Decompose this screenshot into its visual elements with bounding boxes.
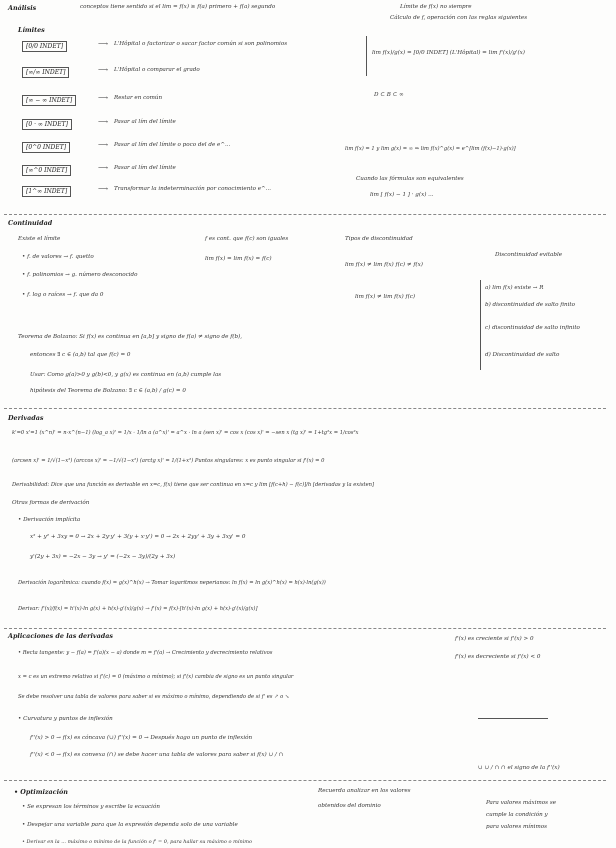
limit-box-7: [1^∞ INDET] [22, 186, 71, 197]
section-divider [4, 780, 606, 781]
continuity-col3-2: lim f(x) ≠ lim f(x) f(c) [355, 294, 416, 300]
decreasing-rule: f'(x) es decreciente si f'(x) < 0 [455, 654, 541, 660]
limit-text-6: Pasar al lím del límite [114, 165, 176, 171]
section-divider [4, 214, 606, 215]
limit-box-2: [∞/∞ INDET] [22, 67, 69, 78]
section-divider [4, 408, 606, 409]
arrow-icon: ⟶ [98, 40, 109, 48]
tangent-line: • Recta tangente: y − f(a) = f'(a)(x − a) donde m = f'(a) → Crecimiento y decrecimiento relativos [18, 650, 273, 656]
continuity-col3-1: lim f(x) ≠ lim f(x) f(c) ≠ f(x) [345, 262, 423, 268]
limit-text-1: L'Hôpital o factorizar o sacar factor común si son polinomios [114, 41, 288, 47]
continuity-col3-0: Tipos de discontinuidad [345, 236, 413, 242]
limit-text-7: Transformar la indeterminación por conocimiento e^... [114, 186, 272, 192]
limit-formula-inclusion: D ⊂ B ⊂ ∞ [374, 92, 404, 98]
section-heading-derivatives: Derivadas [8, 414, 44, 422]
bolzano-conclusion: entonces ∃ c ∈ (a,b) tal que f(c) = 0 [30, 352, 131, 358]
limit-formula-note: Cuando las fórmulas son equivalentes [356, 176, 464, 182]
section-divider [4, 628, 606, 629]
arrow-icon: ⟶ [98, 185, 109, 193]
limit-box-6: [∞^0 INDET] [22, 165, 71, 176]
optimization-right-note-2: cumple la condición y [486, 812, 548, 818]
increasing-rule: f'(x) es creciente si f'(x) > 0 [455, 636, 534, 642]
continuity-col1-2: • f. polinomios → g. número desconocido [22, 272, 138, 278]
optimization-step-2: • Despejar una variable para que la expresión dependa solo de una variable [22, 822, 238, 828]
limit-formula-one-infinity: lim f(x) = 1 y lim g(x) = ∞ ⇒ lim f(x)^g(x) = e^[lim (f(x)−1)·g(x)] [345, 146, 516, 152]
limit-text-4: Pasar al lím del límite [114, 119, 176, 125]
continuity-side-note-3: c) discontinuidad de salto infinito [485, 325, 580, 331]
limit-formula-result: lim [ f(x) − 1 ] · g(x) ... [370, 192, 434, 198]
limit-text-5: Pasar al lím del límite o poco del de e^... [114, 142, 231, 148]
continuity-side-note-1: a) lim f(x) existe → R [485, 285, 544, 291]
bolzano-usage-2: hipótesis del Teorema de Bolzano: ∃ c ∈ (a,b) / g(c) = 0 [30, 388, 186, 394]
bolzano-usage: Usar: Como g(a)>0 y g(b)<0, y g(x) es continua en (a,b) cumple las [30, 372, 222, 378]
continuity-side-note-0: Discontinuidad evitable [495, 252, 563, 258]
optimization-step-1: • Se expresan los términos y escribe la ecuación [22, 804, 160, 810]
optimization-right-note-3: para valores mínimos [486, 824, 548, 830]
derivative-rules-2: (arcsen x)' = 1/√(1−x²) (arccos x)' = −1/√(1−x²) (arctg x)' = 1/(1+x²) Puntos singulares: x es punto singular si f'(x) = 0 [12, 458, 325, 464]
curvature-convex: f''(x) < 0 → f(x) es convexa (∩) se debe hacer una tabla de valores para saber si f(x) ∪ / ∩ [30, 752, 284, 758]
continuity-col2-0: f es cont. que f(c) son iguales [205, 236, 289, 242]
limit-formula-lhopital: lim f(x)/g(x) = [0/0 INDET] (L'Hôpital) = lim f'(x)/g'(x) [372, 50, 525, 56]
implicit-derivation-1: x² + y² + 3xy = 0 → 2x + 2y·y' + 3(y + x·y') = 0 → 2x + 2yy' + 3y + 3xy' = 0 [30, 534, 246, 540]
curvature-note: ∪ ∪ / ∩ ∩ el signo de la f''(x) [478, 765, 560, 771]
section-heading-limits: Límites [18, 26, 45, 34]
header-top-line: conceptos tiene sentido si el lim = f(x) ≥ f(a) primero + f(a) segundo [80, 4, 276, 10]
arrow-icon: ⟶ [98, 164, 109, 172]
bolzano-theorem: Teorema de Bolzano: Si f(x) es continua en [a,b] y signo de f(a) ≠ signo de f(b), [18, 334, 243, 340]
logarithmic-derivation-2: Derivar: f'(x)/f(x) = h'(x)·ln g(x) + h(x)·g'(x)/g(x) → f'(x) = f(x)·[h'(x)·ln g(x) + h(x)·g'(x)/g(x)] [18, 606, 258, 612]
arrow-icon: ⟶ [98, 118, 109, 126]
optimization-middle-note-1: Recuerda analizar en los valores [318, 788, 411, 794]
implicit-derivation-2: y'(2y + 3x) = −2x − 3y → y' = (−2x − 3y)/(2y + 3x) [30, 554, 176, 560]
brace-line [366, 36, 367, 76]
optimization-step-3: • Derivar en la ... máximo o mínimo de la función o f' = 0, para hallar su máximo o mínimo [22, 839, 253, 845]
extremum-table: Se debe resolver una tabla de valores para saber si es máximo o mínimo, dependiendo de si f' es ↗ o ↘ [18, 694, 290, 700]
limit-text-2: L'Hôpital o comparar el grado [114, 67, 200, 73]
derivability-definition: Derivabilidad: Dice que una función es derivable en x=c, f(x) tiene que ser continua en x=c y lim [f(c+h) − f(c)]/h [derivadas y la existen] [12, 482, 375, 488]
page-title: Análisis [8, 4, 37, 12]
arrow-icon: ⟶ [98, 94, 109, 102]
extremum-rule: x = c es un extremo relativo si f'(c) = 0 (máximo o mínimo); si f'(x) cambia de signo es un punto singular [18, 674, 294, 680]
header-right-note-2: Cálculo de f, operación con las reglas siguientes [390, 15, 528, 21]
continuity-col2-1: lim f(x) = lim f(x) = f(c) [205, 256, 272, 262]
limit-box-5: [0^0 INDET] [22, 142, 70, 153]
continuity-side-note-2: b) discontinuidad de salto finito [485, 302, 575, 308]
section-heading-optimization: • Optimización [14, 788, 68, 796]
derivative-rules-1: k'=0 x'=1 (x^n)' = n·x^(n−1) (log_a x)' = 1/x · 1/ln a (a^x)' = a^x · ln a (sen x)' = cos x (cos x)' = −sen x (tg x)' = 1+tg²x = 1/cos²x [12, 430, 359, 436]
optimization-middle-note-2: obtenidos del dominio [318, 803, 381, 809]
section-heading-applications: Aplicaciones de las derivadas [8, 632, 113, 640]
note-underline [478, 718, 548, 719]
continuity-col1-3: • f. log o raíces → f. que da 0 [22, 292, 104, 298]
header-right-note-1: Límite de f(x) no siempre [400, 4, 472, 10]
arrow-icon: ⟶ [98, 141, 109, 149]
logarithmic-derivation: Derivación logarítmica: cuando f(x) = g(x)^h(x) → Tomar logaritmos neperianos: ln f(x) = ln g(x)^h(x) = h(x)·ln(g(x)) [18, 580, 326, 586]
limit-box-1: [0/0 INDET] [22, 41, 67, 52]
optimization-right-note-1: Para valores máximos se [486, 800, 557, 806]
limit-text-3: Restar en común [114, 95, 163, 101]
continuity-col1-0: Existe el límite [18, 236, 61, 242]
brace-line [480, 280, 481, 370]
arrow-icon: ⟶ [98, 66, 109, 74]
continuity-side-note-4: d) Discontinuidad de salto [485, 352, 560, 358]
curvature-heading: • Curvatura y puntos de inflexión [18, 716, 113, 722]
curvature-concave: f''(x) > 0 → f(x) es cóncava (∪) f''(x) = 0 → Después hago un punto de inflexión [30, 735, 253, 741]
continuity-col1-1: • f. de valores → f. quetto [22, 254, 94, 260]
implicit-derivation-heading: • Derivación implícita [18, 517, 81, 523]
derivation-other-forms: Otras formas de derivación [12, 500, 90, 506]
limit-box-3: [∞ − ∞ INDET] [22, 95, 76, 106]
limit-box-4: [0 · ∞ INDET] [22, 119, 72, 130]
section-heading-continuity: Continuidad [8, 219, 53, 227]
